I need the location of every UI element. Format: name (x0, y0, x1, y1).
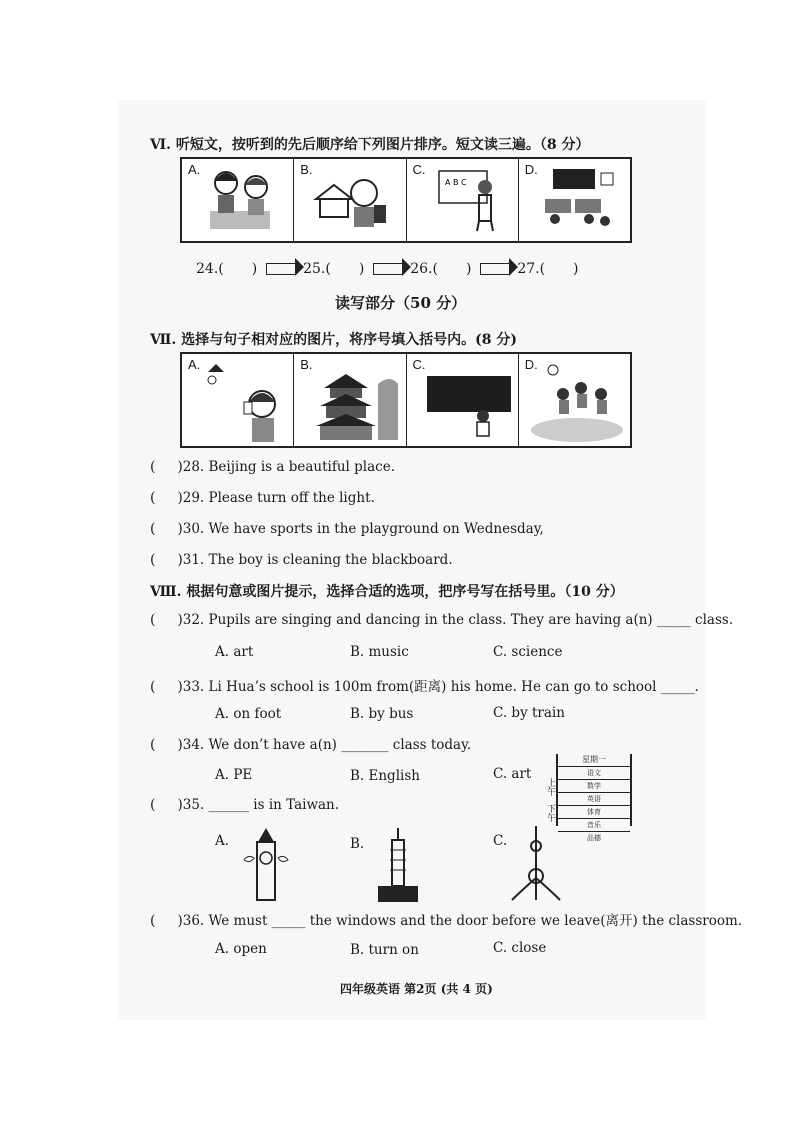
question-33: ( )33. Li Hua’s school is 100m from(距离) his home. He can go to school _____. (150, 679, 699, 695)
section-7-title: Ⅶ. 选择与句子相对应的图片，将序号填入括号内。(8 分) (150, 332, 517, 348)
section-6-picture-row (180, 157, 632, 243)
order-answer-27[interactable]: 27.( ) (517, 261, 579, 277)
arrow-right-icon (266, 263, 295, 275)
section-8-title: Ⅷ. 根据句意或图片提示，选择合适的选项，把序号写在括号里。（10 分） (150, 584, 624, 600)
page-footer: 四年级英语 第2页 (共 4 页) (340, 982, 493, 996)
reading-writing-title: 读写部分（50 分） (335, 294, 467, 312)
question-36: ( )36. We must _____ the windows and the door before we leave(离开) the classroom. (150, 913, 743, 929)
taipei-101-image (372, 826, 424, 906)
q34-option-b[interactable]: B. English (350, 768, 420, 784)
q35-option-b[interactable]: B. (350, 836, 365, 852)
ordering-row (196, 258, 579, 278)
order-answer-26[interactable]: 26.( ) (410, 261, 472, 277)
svg-text:A B C: A B C (444, 178, 467, 187)
q36-option-b[interactable]: B. turn on (350, 942, 419, 958)
arrow-right-icon (373, 263, 402, 275)
q33-option-b[interactable]: B. by bus (350, 706, 414, 722)
question-31: ( )31. The boy is cleaning the blackboard. (150, 552, 453, 568)
section-7-picture-row (180, 352, 632, 448)
picture-c: C. (407, 354, 519, 446)
question-29: ( )29. Please turn off the light. (150, 490, 375, 506)
q33-option-c[interactable]: C. by train (493, 705, 565, 721)
section-6-title: Ⅵ. 听短文，按听到的先后顺序给下列图片排序。短文读三遍。（8 分） (150, 137, 590, 153)
order-answer-25[interactable]: 25.( ) (303, 261, 365, 277)
picture-b: B. (294, 354, 406, 446)
order-answer-24[interactable]: 24.( ) (196, 261, 258, 277)
picture-c: C. A B C (407, 159, 519, 241)
q34-option-c[interactable]: C. art (493, 766, 532, 782)
question-30: ( )30. We have sports in the playground on Wednesday, (150, 521, 544, 537)
picture-a: A. (182, 354, 294, 446)
picture-d: D. (519, 159, 630, 241)
oriental-pearl-tower-image (508, 824, 564, 904)
q32-option-c[interactable]: C. science (493, 644, 563, 660)
big-ben-image (240, 826, 292, 904)
q33-option-a[interactable]: A. on foot (215, 706, 282, 722)
q35-option-a[interactable]: A. (215, 833, 230, 849)
timetable-image: 星期一 语文 数学 英语 体育 音乐 品德 上午 下午 (556, 754, 632, 826)
picture-a: A. (182, 159, 294, 241)
q36-option-a[interactable]: A. open (215, 941, 267, 957)
question-35: ( )35. ______ is in Taiwan. (150, 797, 340, 813)
picture-b: B. (294, 159, 406, 241)
question-32: ( )32. Pupils are singing and dancing in the class. They are having a(n) _____ class. (150, 612, 734, 628)
timetable-day: 星期一 (558, 754, 630, 767)
question-28: ( )28. Beijing is a beautiful place. (150, 459, 395, 475)
picture-d: D. (519, 354, 630, 446)
q34-option-a[interactable]: A. PE (215, 767, 253, 783)
q35-option-c[interactable]: C. (493, 833, 508, 849)
q36-option-c[interactable]: C. close (493, 940, 547, 956)
q32-option-b[interactable]: B. music (350, 644, 409, 660)
arrow-right-icon (480, 263, 509, 275)
question-34: ( )34. We don’t have a(n) _______ class today. (150, 737, 472, 753)
q32-option-a[interactable]: A. art (215, 644, 254, 660)
